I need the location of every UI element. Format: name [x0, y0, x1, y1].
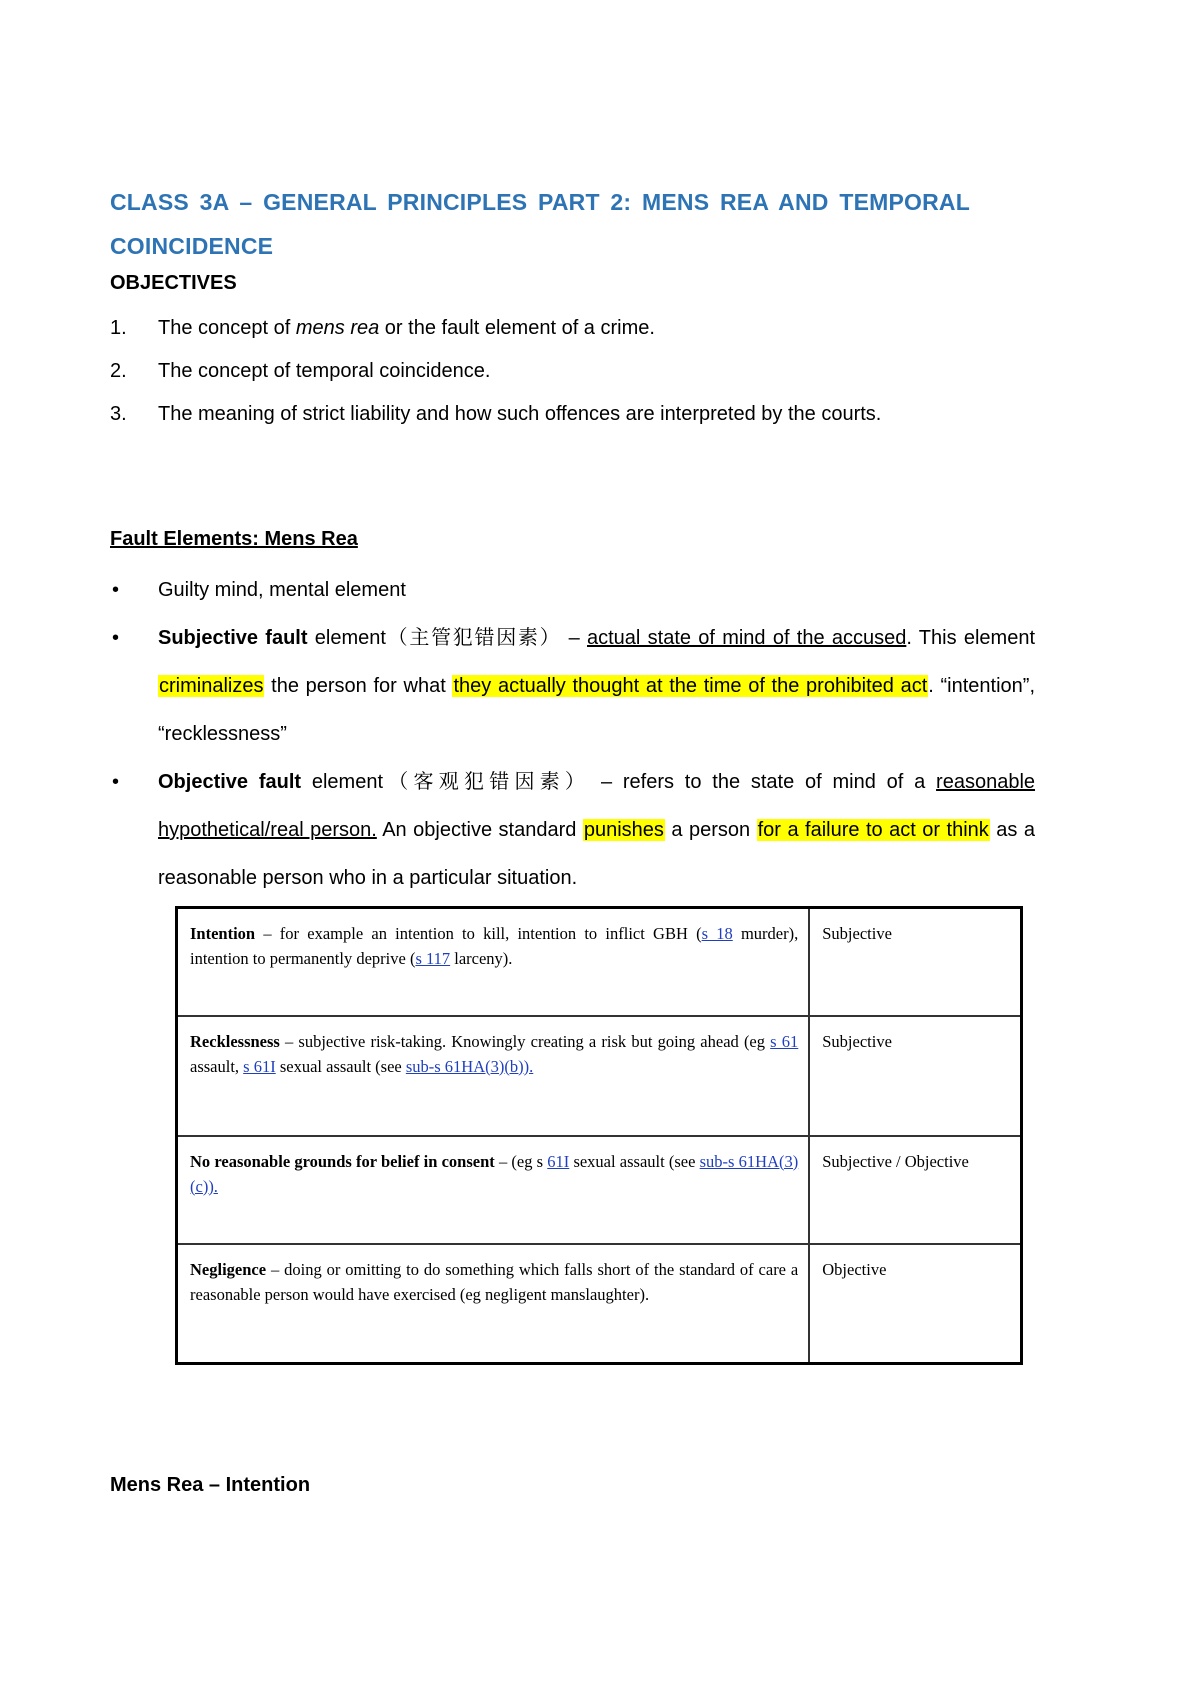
list-item: • Guilty mind, mental element — [110, 566, 1035, 614]
list-item: 3. The meaning of strict liability and how such offences are interpreted by the courts. — [110, 393, 970, 436]
item-number: 2. — [110, 360, 127, 382]
highlight: criminalizes — [159, 675, 264, 697]
document-title: CLASS 3A – GENERAL PRINCIPLES PART 2: MENS REA AND TEMPORAL COINCIDENCE — [110, 189, 970, 259]
section-link[interactable]: sub-s 61HA(3)(b)). — [405, 1056, 534, 1076]
objectives-heading: OBJECTIVES — [110, 272, 237, 294]
item-number: 1. — [110, 317, 127, 339]
table-row — [177, 908, 1022, 1016]
table-row — [177, 1244, 1022, 1364]
section-link[interactable]: sub-s 61HA(3)(c)). — [190, 1151, 799, 1196]
list-item: • Objective fault element（客观犯错因素） – refers to the state of mind of a reasonable hypothetical/real person. An objective standard punishes a person for a failure to act or think as a reasonable person who in a particular situation. — [110, 758, 1035, 902]
highlight: punishes — [583, 819, 664, 841]
table-cell: Subjective / Objective — [809, 1136, 1021, 1244]
table-cell: Subjective — [809, 1016, 1021, 1136]
fault-elements-table — [175, 906, 1023, 1365]
table-cell: Objective — [809, 1244, 1021, 1364]
table-cell: Subjective — [809, 908, 1021, 1016]
table-cell: Recklessness – subjective risk-taking. Knowingly creating a risk but going ahead (eg s 61 assault, s 61I sexual assault (see sub-s 61HA(3)(b)). — [177, 1016, 810, 1136]
list-item: • Subjective fault element（主管犯错因素） – actual state of mind of the accused. This element criminalizes the person for what they actually thought at the time of the prohibited act. “intention”, “recklessness” — [110, 614, 1035, 758]
item-number: 3. — [110, 403, 127, 425]
list-item: 2. The concept of temporal coincidence. — [110, 350, 970, 393]
bullet-icon: • — [112, 579, 120, 601]
table-row — [177, 1136, 1022, 1244]
highlight: for a failure to act or think — [757, 819, 989, 841]
section-link[interactable]: s 61I — [243, 1056, 276, 1076]
table-cell: Intention – for example an intention to kill, intention to inflict GBH (s 18 murder), intention to permanently deprive (s 117 larceny). — [177, 908, 810, 1016]
table-cell: No reasonable grounds for belief in consent – (eg s 61I sexual assault (see sub-s 61HA(3)(c)). — [177, 1136, 810, 1244]
fault-elements-list — [110, 566, 1035, 902]
section-link[interactable]: s 61 — [770, 1031, 799, 1051]
table-cell: Negligence – doing or omitting to do something which falls short of the standard of care a reasonable person would have exercised (eg negligent manslaughter). — [177, 1244, 810, 1364]
section-link[interactable]: 61I — [547, 1151, 570, 1171]
table-row — [177, 1016, 1022, 1136]
section-link[interactable]: s 18 — [701, 924, 733, 943]
mens-rea-italic: mens rea — [295, 317, 380, 339]
list-item: 1. The concept of mens rea or the fault element of a crime. — [110, 307, 970, 350]
section-link[interactable]: s 117 — [415, 949, 451, 968]
fault-elements-heading: Fault Elements: Mens Rea — [110, 528, 358, 550]
mens-rea-intention-heading: Mens Rea – Intention — [110, 1474, 311, 1496]
bullet-icon: • — [112, 771, 120, 793]
highlight: they actually thought at the time of the prohibited act — [453, 675, 928, 697]
objectives-list — [110, 307, 970, 436]
bullet-icon: • — [112, 627, 120, 649]
